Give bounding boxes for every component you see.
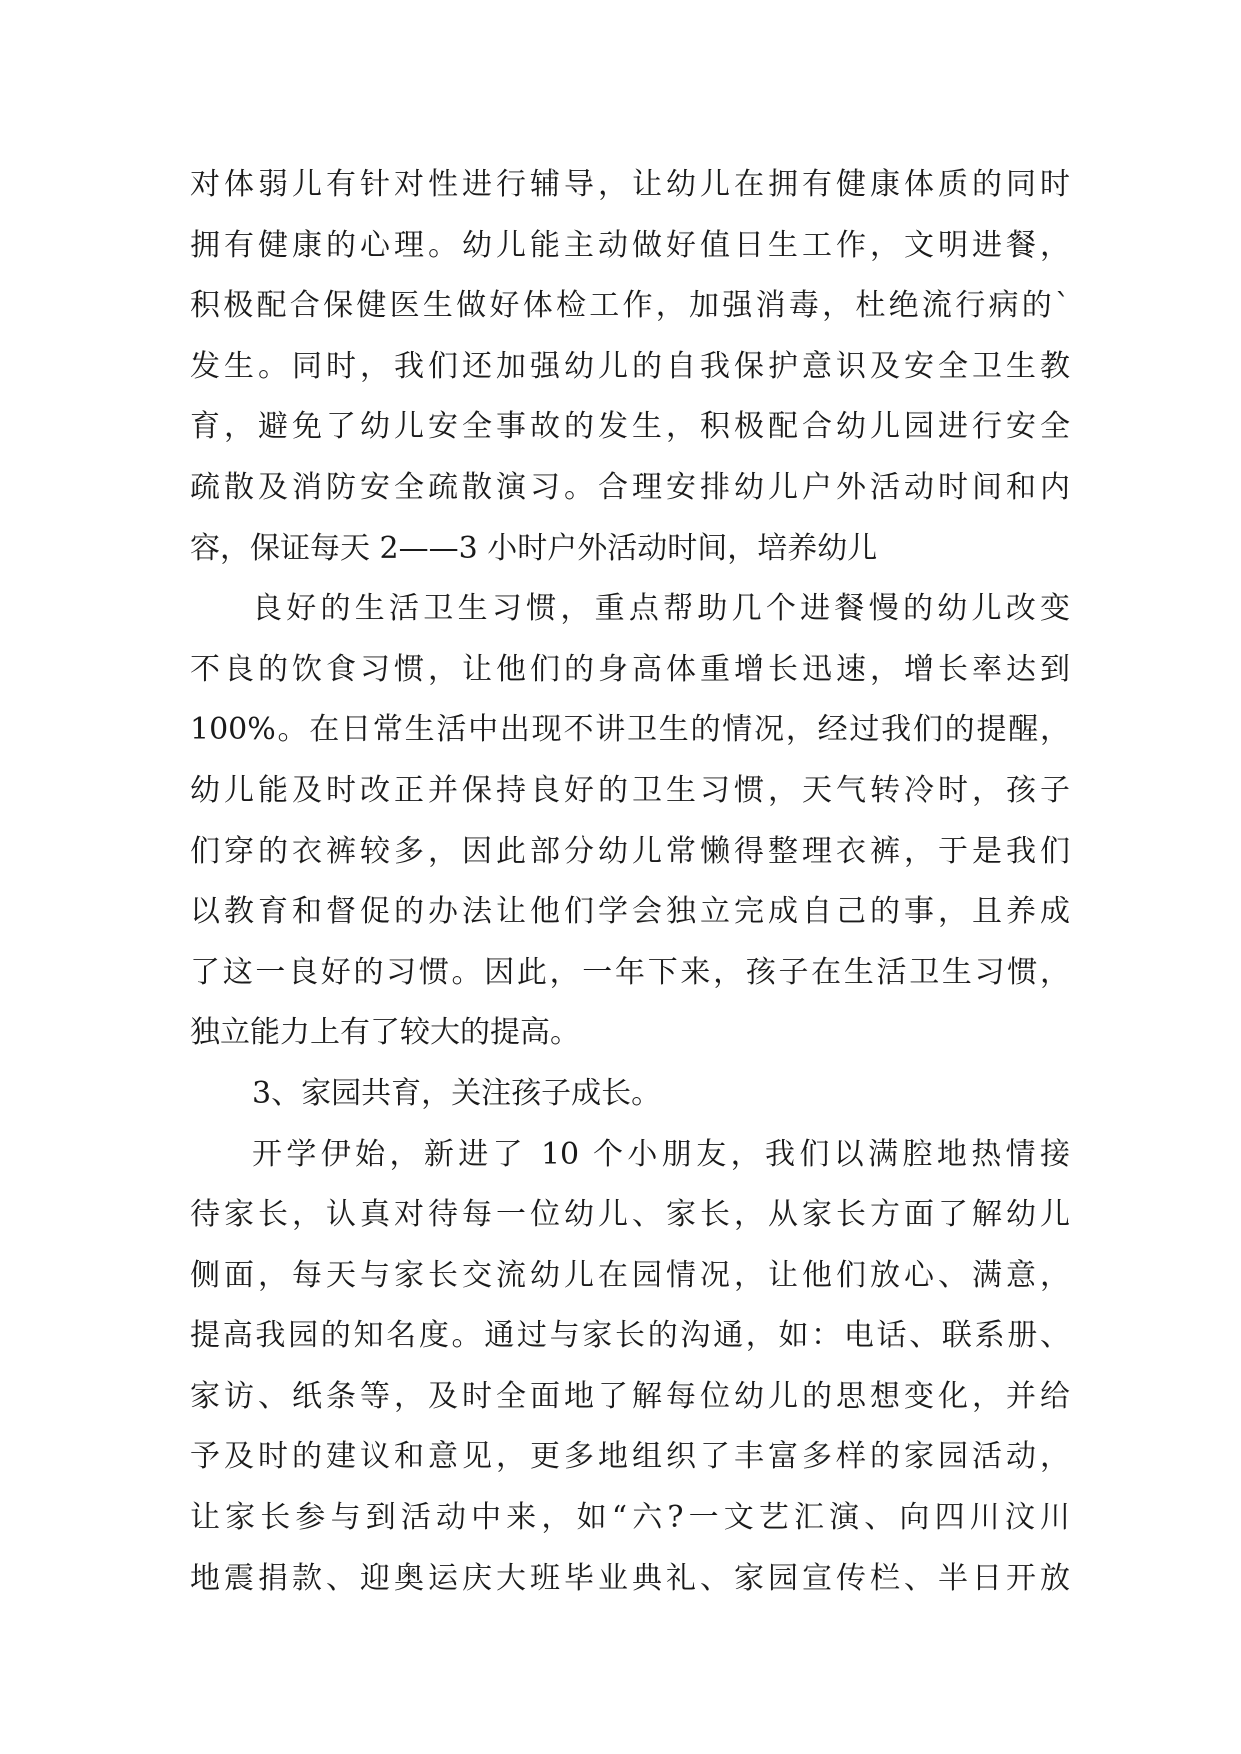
text-line: 良好的生活卫生习惯，重点帮助几个进餐慢的幼儿改变	[252, 591, 1070, 627]
text-line: 容，保证每天 2——3 小时户外活动时间，培养幼儿	[190, 530, 878, 566]
text-line: 予及时的建议和意见，更多地组织了丰富多样的家园活动，	[190, 1439, 1070, 1475]
text-line: 家访、纸条等，及时全面地了解每位幼儿的思想变化，并给	[190, 1378, 1070, 1414]
text-line: 100%。在日常生活中出现不讲卫生的情况，经过我们的提醒，	[190, 712, 1070, 748]
text-line: 疏散及消防安全疏散演习。合理安排幼儿户外活动时间和内	[190, 469, 1070, 505]
text-line: 不良的饮食习惯，让他们的身高体重增长迅速，增长率达到	[190, 651, 1070, 687]
text-line: 们穿的衣裤较多，因此部分幼儿常懒得整理衣裤，于是我们	[190, 833, 1070, 869]
text-line: 了这一良好的习惯。因此，一年下来，孩子在生活卫生习惯，	[190, 954, 1070, 990]
text-line: 地震捐款、迎奥运庆大班毕业典礼、家园宣传栏、半日开放	[190, 1560, 1070, 1596]
text-line: 拥有健康的心理。幼儿能主动做好值日生工作，文明进餐，	[190, 227, 1070, 263]
document-body	[190, 155, 1070, 1609]
text-line: 独立能力上有了较大的提高。	[190, 1015, 580, 1051]
text-line: 提高我园的知名度。通过与家长的沟通，如：电话、联系册、	[190, 1318, 1070, 1354]
text-line: 待家长，认真对待每一位幼儿、家长，从家长方面了解幼儿	[190, 1197, 1070, 1233]
text-line: 侧面，每天与家长交流幼儿在园情况，让他们放心、满意，	[190, 1257, 1070, 1293]
text-line: 3、家园共育，关注孩子成长。	[252, 1075, 662, 1111]
text-line: 对体弱儿有针对性进行辅导，让幼儿在拥有健康体质的同时	[190, 167, 1070, 202]
text-line: 发生。同时，我们还加强幼儿的自我保护意识及安全卫生教	[190, 348, 1070, 384]
text-line: 让家长参与到活动中来，如“六?一文艺汇演、向四川汶川	[190, 1500, 1070, 1536]
text-line: 育，避免了幼儿安全事故的发生，积极配合幼儿园进行安全	[190, 409, 1070, 445]
text-line: 幼儿能及时改正并保持良好的卫生习惯，天气转冷时，孩子	[190, 772, 1070, 808]
text-line: 开学伊始，新进了 10 个小朋友，我们以满腔地热情接	[252, 1136, 1070, 1172]
text-line: 以教育和督促的办法让他们学会独立完成自己的事，且养成	[190, 894, 1070, 930]
text-line: 积极配合保健医生做好体检工作，加强消毒，杜绝流行病的`	[190, 288, 1070, 324]
